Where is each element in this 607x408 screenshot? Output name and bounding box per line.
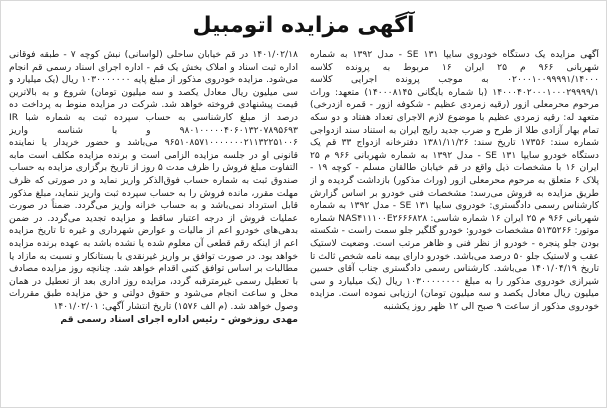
notice-title: آگهی مزایده اتومبیل	[192, 12, 415, 38]
signature-line: مهدی روزخوش - رئیس اداره اجرای اسناد رسمی قم	[60, 314, 298, 326]
right-column-text: آگهی مزایده یک دستگاه خودروی سایپا SE ۱۳۱ - مدل ۱۳۹۲ به شماره شهربانی ۹۶۶ م ۲۵ ایران ۱۶ مربوط به پرونده کلاسه ۰۲۰۰۰۱۰۰۹۹۹۹۱/۱۴۰۰۰ به موجب پرونده اجرایی کلاسه ۱۴۰۰۰۴۰۲۰۰۰۱۰۰۰۲۹۹۹۹/۱ (با شماره بایگانی ۱۴۰۰۰۸۱۴۵) متعهد: وراث مرحوم محرمعلی ازور (رقیه زمردی عظیم - شکوفه ازور - قمره ازدرخی) متعهد له: رقیه زمردی عظیم با موضوع لازم الاجرای تعداد هفتاد و دو سکه تمام بهار آزادی طلا از طرح و ضرب جدید رایج ایران به استناد سند ازدواجی شماره سند: ۱۷۳۵۶ تاریخ سند: ۱۳۸۱/۱۱/۲۶ دفترخانه ازدواج ۳۳ قم یک دستگاه خودرو سایپا SE ۱۳۱ - مدل ۱۳۹۲ به شماره شهربانی ۹۶۶ م ۲۵ ایران ۱۶ با مشخصات ذیل واقع در قم خیابان طالقان مسلم - کوچه ۱۹ - پلاک ۶ متعلق به مرحوم محرمعلی ازور (وراث مذکور) بازداشت گردیده و از طریق مزایده به فروش می‌رسد: مشخصات فنی خودرو بر اساس گزارش کارشناس رسمی دادگستری: خودروی سایپا SE ۱۳۱ - مدل ۱۳۹۲ به شماره شهربانی ۹۶۶ م ۲۵ ایران ۱۶ شماره شاسی: NAS۴۱۱۱۰۰E۲۶۶۶۸۲۸ شماره موتور: ۵۱۳۵۲۶۶ مشخصات خودرو: خودرو گلگیر جلو سمت راست - شکسته بودن جلو پنجره - خودرو از نظر فنی و ظاهر مرتب است. وضعیت لاستیک عقب و لاستیک جلو ۵۰ درصد می‌باشد. خودرو دارای بیمه نامه شخص ثالث تا تاریخ ۱۴۰۱/۰۴/۱۹ می‌باشد. کارشناس رسمی دادگستری جناب آقای حسین شیرازی خودروی مذکور را به مبلغ ۱۰۳۰۰۰۰۰۰۰۰ ریال (یک میلیارد و سی میلیون ریال معادل یکصد و سه میلیون تومان) ارزیابی نموده است. مزایده خودروی مذکور از ساعت ۹ صبح الی ۱۲ ظهر روز یکشنبه	[310, 49, 599, 312]
left-column	[9, 49, 298, 405]
title-bar	[1, 1, 606, 49]
left-column-text: ۱۴۰۱/۰۲/۱۸ در قم خیابان ساحلی (لواسانی) نبش کوچه ۷ - طبقه فوقانی اداره ثبت اسناد و املاک بخش یک قم - اداره اجرای اسناد رسمی قم انجام می‌شود. مزایده خودروی مذکور از مبلغ پایه ۱۰۳۰۰۰۰۰۰۰ ریال (یک میلیارد و سی میلیون ریال معادل یکصد و سه میلیون تومان) شروع و به بالاترین قیمت پیشنهادی فروخته خواهد شد. شرکت در مزایده منوط به پرداخت ده درصد از مبلغ کارشناسی به حساب سپرده ثبت به شماره شبا IR ۹۸۰۱۰۰۰۰۰۴۰۶۰۱۳۲۰۷۸۹۵۶۹۳ و با شناسه واریز ۹۶۵۱۰۸۵۷۱۰۰۰۰۰۰۰۲۱۱۳۲۲۵۱۰۰۶ می‌باشد و حضور خریدار یا نماینده قانونی او در جلسه مزایده الزامی است و برنده مزایده مکلف است مابه التفاوت مبلغ فروش را ظرف مدت ۵ روز از تاریخ برگزاری مزایده به حساب صندوق ثبت به شماره حساب فوق‌الذکر واریز نماید و در صورتی که ظرف مهلت مقرر، مانده فروش را به حساب سپرده ثبت واریز ننماید، مبلغ مذکور قابل استرداد نمی‌باشد و به حساب خزانه واریز می‌گردد. ضمناً در صورت عملیات فروش از درجه اعتبار ساقط و مزایده تجدید می‌گردد. در ضمن بدهی‌های خودرو اعم از مالیات و عوارض شهرداری و غیره تا تاریخ مزایده اعم از اینکه رقم قطعی آن معلوم شده یا نشده باشد به عهده برنده مزایده خواهد بود. در صورت توافق بر واریز غیرنقدی با بستانکار و نسبت به مازاد یا مطالبات بر اساس توافق کتبی اقدام خواهد شد. چنانچه روز مزایده مصادف با تعطیل رسمی غیرمترقبه گردد، مزایده روز اداری بعد از تعطیل در همان محل و ساعت انجام می‌شود و حقوق دولتی و حق مزایده طبق مقررات وصول خواهد شد. (م الف ۱۵۷۶) تاریخ انتشار آگهی: ۱۴۰۱/۰۲/۰۱	[9, 49, 298, 312]
right-column	[310, 49, 599, 405]
notice-body	[9, 49, 599, 405]
